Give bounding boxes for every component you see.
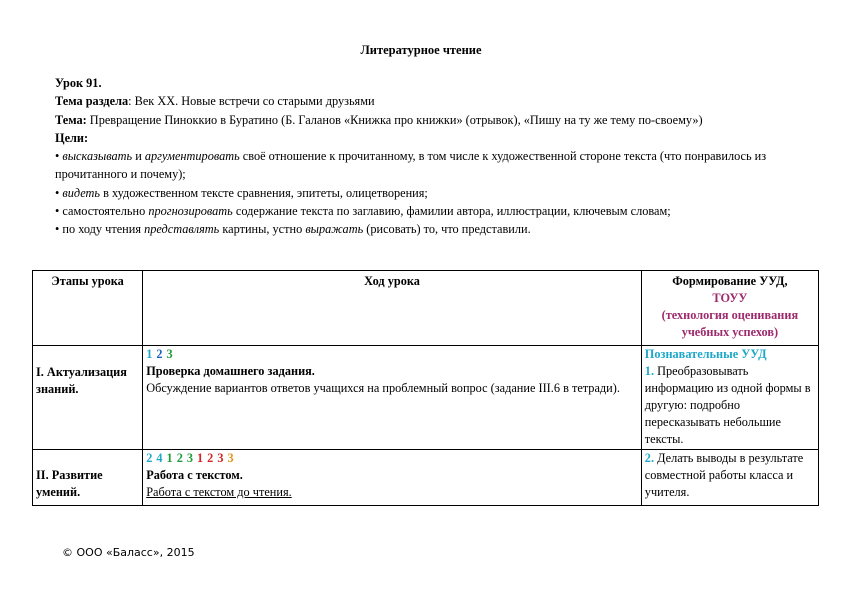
- header-course: Ход урока: [143, 271, 642, 346]
- table-row: [33, 450, 819, 506]
- step-number: 3: [217, 451, 224, 465]
- lesson-number: Урок 91.: [55, 76, 102, 90]
- goal-item: • по ходу чтения представлять картины, устно выражать (рисовать) то, что представили.: [55, 222, 531, 237]
- step-number: 2: [146, 451, 153, 465]
- step-numbers: [146, 346, 638, 363]
- topic-label: Тема:: [55, 112, 87, 127]
- step-number: 2: [176, 451, 183, 465]
- step-number: 4: [156, 451, 163, 465]
- row-text: Работа с текстом до чтения.: [146, 485, 292, 499]
- lesson-table: [32, 270, 819, 506]
- topic-value: Превращение Пиноккио в Буратино (Б. Галанов «Книжка про книжки» (отрывок), «Пишу на ту же тему по-своему»): [86, 112, 703, 127]
- step-number: 3: [166, 347, 173, 361]
- table-row: [33, 346, 819, 450]
- table-header-row: [33, 271, 819, 346]
- step-number: 1: [166, 451, 173, 465]
- stage-cell: II. Развитие умений.: [33, 450, 143, 506]
- touu-label: ТОУУ: [712, 291, 748, 305]
- step-number: 1: [197, 451, 204, 465]
- document-title: Литературное чтение: [360, 43, 482, 57]
- row-text: Обсуждение вариантов ответов учащихся на проблемный вопрос (задание III.6 в тетради).: [146, 381, 620, 395]
- goal-item: • самостоятельно прогнозировать содержание текста по заглавию, фамилии автора, иллюстрации, ключевым словам;: [55, 204, 671, 219]
- step-number: 1: [146, 347, 153, 361]
- course-cell: [143, 346, 642, 450]
- uud-cell: Познавательные УУД 1. Преобразовывать информацию из одной формы в другую: подробно пересказывать небольшие тексты.: [641, 346, 818, 450]
- header-uud: Формирование УУД, ТОУУ (технология оценивания учебных успехов): [641, 271, 818, 346]
- goal-item: • видеть в художественном тексте сравнения, эпитеты, олицетворения;: [55, 185, 428, 200]
- step-number: 2: [156, 347, 163, 361]
- step-number: 3: [227, 451, 234, 465]
- row-heading: Проверка домашнего задания.: [146, 364, 315, 378]
- copyright-footer: © ООО «Баласс», 2015: [62, 546, 195, 559]
- goals-label: Цели:: [55, 130, 89, 145]
- step-numbers: [146, 450, 638, 467]
- uud-cell: 2. Делать выводы в результате совместной работы класса и учителя.: [641, 450, 818, 506]
- stage-cell: I. Актуализация знаний.: [33, 346, 143, 450]
- section-value: : Век ХХ. Новые встречи со старыми друзьями: [128, 94, 375, 109]
- step-number: 3: [186, 451, 193, 465]
- row-heading: Работа с текстом.: [146, 468, 243, 482]
- goal-item: • высказывать и аргументировать своё отношение к прочитанному, в том числе к художественной стороне текста (что понравилось из прочитанного и почему);: [55, 149, 767, 182]
- course-cell: [143, 450, 642, 506]
- step-number: 2: [207, 451, 214, 465]
- header-stages: Этапы урока: [33, 271, 143, 346]
- touu-full: (технология оценивания учебных успехов): [661, 308, 799, 339]
- lesson-intro: [55, 74, 787, 239]
- uud-title: Познавательные УУД: [644, 347, 767, 361]
- section-label: Тема раздела: [55, 94, 129, 109]
